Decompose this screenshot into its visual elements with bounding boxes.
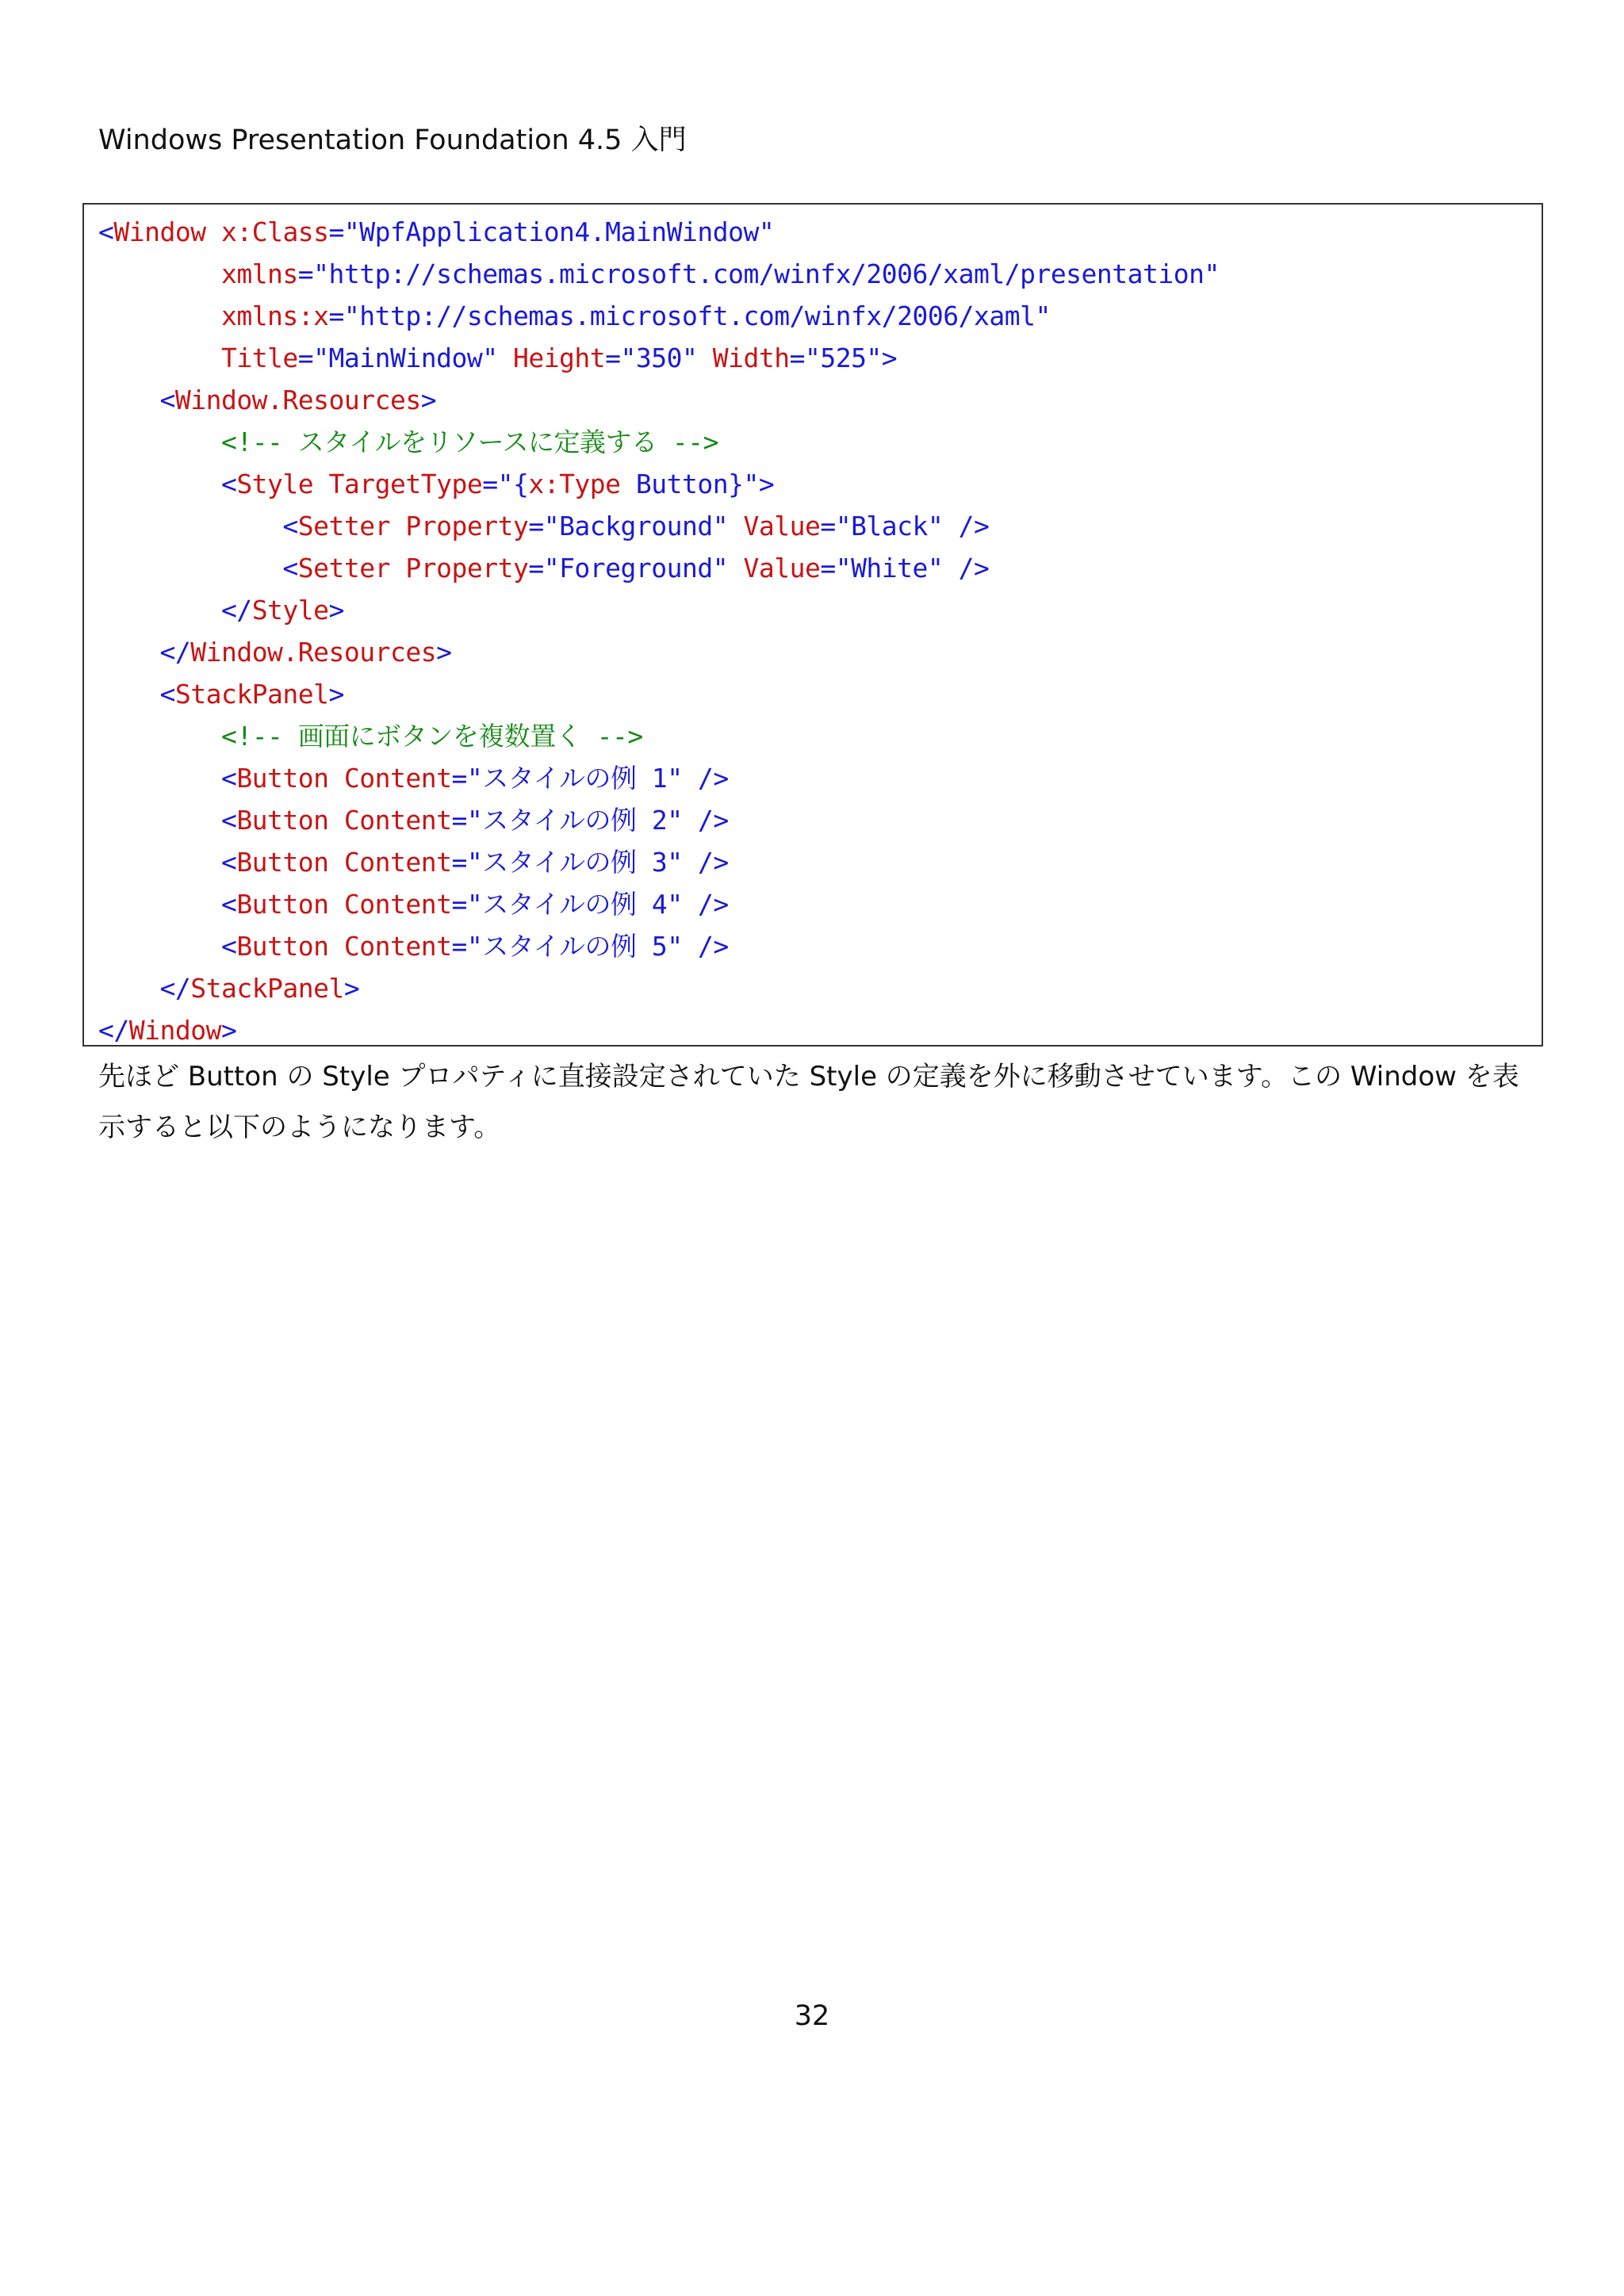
- code-line: [98, 421, 1542, 463]
- code-token: <: [98, 385, 175, 415]
- code-token: </: [98, 637, 191, 668]
- code-token: <: [98, 511, 298, 541]
- code-token: StackPanel: [190, 973, 344, 1004]
- code-token: <!-- スタイルをリソースに定義する -->: [220, 427, 718, 457]
- code-token: Style: [251, 595, 329, 626]
- code-line: [98, 463, 1542, 505]
- code-token: ="350": [605, 342, 713, 373]
- code-token: Window.Resources: [174, 385, 421, 415]
- code-token: ="スタイルの例 1" />: [451, 763, 729, 794]
- code-line: [98, 379, 1542, 421]
- code-line: [98, 841, 1542, 883]
- code-token: ="スタイルの例 4" />: [451, 889, 729, 920]
- code-token: </: [98, 973, 191, 1004]
- code-token: Content: [343, 889, 452, 920]
- code-line: [98, 715, 1542, 757]
- code-token: ="White" />: [820, 553, 990, 584]
- code-token: Property: [405, 511, 529, 541]
- code-token: Window: [128, 1015, 221, 1046]
- code-token: [329, 889, 344, 920]
- code-token: Setter: [297, 553, 390, 584]
- code-token: >: [220, 1015, 237, 1046]
- code-token: [98, 258, 221, 289]
- code-token: ="{: [482, 469, 529, 499]
- code-token: <: [98, 679, 175, 710]
- code-token: [329, 847, 344, 878]
- code-token: ="Background": [528, 511, 744, 541]
- code-line: [98, 1009, 1542, 1051]
- code-token: ="http://schemas.microsoft.com/winfx/2006/xaml/presentation": [297, 258, 1220, 289]
- code-token: Content: [343, 931, 452, 962]
- code-token: Content: [343, 805, 452, 836]
- code-token: ="スタイルの例 3" />: [451, 847, 729, 878]
- code-token: >: [420, 385, 437, 415]
- code-token: Button: [236, 931, 329, 962]
- code-line: [98, 589, 1542, 631]
- code-line: [98, 211, 1542, 253]
- code-token: StackPanel: [174, 679, 329, 710]
- page-header-title: Windows Presentation Foundation 4.5 入門: [98, 124, 687, 156]
- code-token: Height: [512, 342, 606, 373]
- code-token: [329, 763, 344, 794]
- code-token: ="525">: [789, 342, 898, 373]
- code-line: [98, 757, 1542, 799]
- code-line: [98, 547, 1542, 589]
- code-token: Content: [343, 763, 452, 794]
- code-token: ="Foreground": [528, 553, 744, 584]
- code-token: <: [98, 847, 237, 878]
- code-token: ="スタイルの例 2" />: [451, 805, 729, 836]
- code-token: <!-- 画面にボタンを複数置く -->: [220, 721, 643, 752]
- code-line: [98, 883, 1542, 925]
- code-token: >: [328, 679, 344, 710]
- code-token: ="WpfApplication4.MainWindow": [328, 216, 775, 247]
- code-token: [329, 931, 344, 962]
- code-token: Button: [236, 847, 329, 878]
- code-token: xmlns: [220, 258, 298, 289]
- code-line: [98, 673, 1542, 715]
- code-line: [98, 925, 1542, 967]
- code-token: <: [98, 805, 237, 836]
- code-token: </: [98, 1015, 129, 1046]
- code-token: Value: [743, 511, 821, 541]
- code-token: Width: [712, 342, 790, 373]
- code-token: Window: [113, 216, 206, 247]
- code-token: <: [98, 216, 114, 247]
- code-token: <: [98, 469, 237, 499]
- code-token: TargetType: [328, 469, 483, 499]
- code-line: [98, 295, 1542, 337]
- code-token: >: [436, 637, 452, 668]
- code-line: [98, 799, 1542, 841]
- code-token: <: [98, 553, 298, 584]
- body-paragraph: 先ほど Button の Style プロパティに直接設定されていた Style の定義を外に移動させています。この Window を表示すると以下のようになります。: [98, 1061, 1519, 1143]
- code-token: <: [98, 889, 237, 920]
- code-token: [206, 216, 221, 247]
- code-token: <: [98, 763, 237, 794]
- code-token: Property: [405, 553, 529, 584]
- code-token: ="MainWindow": [297, 342, 513, 373]
- code-token: [313, 469, 328, 499]
- code-token: [329, 805, 344, 836]
- code-token: x:Type: [528, 469, 621, 499]
- code-token: Button: [236, 805, 329, 836]
- code-line: [98, 967, 1542, 1009]
- code-token: [98, 342, 221, 373]
- page-number: 32: [794, 2000, 830, 2032]
- code-token: Content: [343, 847, 452, 878]
- code-token: Window.Resources: [190, 637, 437, 668]
- code-token: ="スタイルの例 5" />: [451, 931, 729, 962]
- code-line: [98, 631, 1542, 673]
- code-token: xmlns:x: [220, 300, 329, 331]
- code-token: Title: [220, 342, 298, 373]
- code-token: [390, 511, 405, 541]
- code-token: Setter: [297, 511, 390, 541]
- code-token: >: [328, 595, 344, 626]
- code-token: >: [343, 973, 360, 1004]
- code-token: Value: [743, 553, 821, 584]
- code-token: </: [98, 595, 252, 626]
- code-token: x:Class: [220, 216, 329, 247]
- code-token: Style: [236, 469, 314, 499]
- code-token: ="Black" />: [820, 511, 990, 541]
- code-token: [98, 427, 221, 457]
- code-line: [98, 337, 1542, 379]
- code-token: Button: [236, 763, 329, 794]
- code-listing: [82, 203, 1543, 1047]
- code-token: Button: [236, 889, 329, 920]
- code-token: [390, 553, 405, 584]
- code-line: [98, 505, 1542, 547]
- code-token: [98, 721, 221, 752]
- code-line: [98, 253, 1542, 295]
- code-token: ="http://schemas.microsoft.com/winfx/2006/xaml": [328, 300, 1051, 331]
- code-token: [98, 300, 221, 331]
- code-token: Button}">: [620, 469, 775, 499]
- code-token: <: [98, 931, 237, 962]
